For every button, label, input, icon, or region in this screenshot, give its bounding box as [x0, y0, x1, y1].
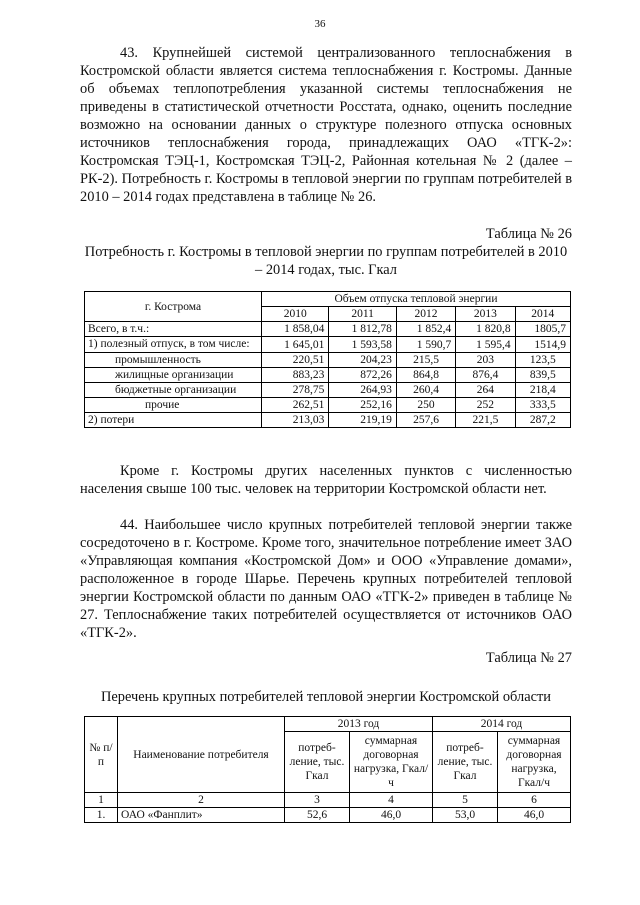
cell: 6 [498, 793, 571, 808]
row-label: 2) потери [85, 413, 262, 428]
cell: 1805,7 [515, 322, 570, 337]
cell: 218,4 [515, 383, 570, 398]
table-row [85, 353, 571, 368]
table-27-header-2014: 2014 год [433, 717, 571, 732]
table-27-header-num: № п/п [85, 717, 118, 793]
cell: 1 645,01 [262, 337, 329, 353]
cell: 872,26 [329, 368, 396, 383]
row-label: прочие [85, 398, 262, 413]
cell: 220,51 [262, 353, 329, 368]
table-27-caption: Перечень крупных потребителей тепловой энергии Костромской области [101, 689, 551, 705]
cell: 262,51 [262, 398, 329, 413]
page-number: 36 [314, 18, 326, 30]
cell: 1. [85, 808, 118, 823]
paragraph-44: 44. Наибольшее число крупных потребителей тепловой энергии также сосредоточено в г. Костроме. Кроме того, значительное потребление имеет ЗАО «Управляющая компания «Костромской Дом» и ООО «Управление домами», расположенное в городе Шарье. Перечень крупных потребителей тепловой энергии Костромской области по данным ОАО «ТГК-2» приведен в таблице № 27. Теплоснабжение таких потребителей осуществляется от источников ОАО «ТГК-2». [80, 517, 572, 641]
cell: 3 [285, 793, 350, 808]
table-row [85, 337, 571, 353]
table-27-header-consumption: потреб-ление, тыс. Гкал [285, 732, 350, 793]
table-27-header-load: суммарная договорная нагрузка, Гкал/ч [350, 732, 433, 793]
cell: 213,03 [262, 413, 329, 428]
table-27-header-consumption: потреб-ление, тыс. Гкал [433, 732, 498, 793]
cell: 264,93 [329, 383, 396, 398]
table-26-header-city: г. Кострома [85, 292, 262, 322]
table-row [85, 383, 571, 398]
table-27 [84, 716, 571, 823]
cell: 864,8 [396, 368, 455, 383]
table-26-year: 2014 [515, 307, 570, 322]
cell: 52,6 [285, 808, 350, 823]
table-row [85, 398, 571, 413]
cell: 257,6 [396, 413, 455, 428]
cell: 333,5 [515, 398, 570, 413]
paragraph-other-cities: Кроме г. Костромы других населенных пунктов с численностью населения свыше 100 тыс. человек на территории Костромской области нет. [80, 463, 572, 497]
cell: 5 [433, 793, 498, 808]
cell: 278,75 [262, 383, 329, 398]
cell: 215,5 [396, 353, 455, 368]
table-row [85, 368, 571, 383]
cell: 53,0 [433, 808, 498, 823]
table-26-year: 2013 [456, 307, 515, 322]
cell: 221,5 [456, 413, 515, 428]
cell: 1 858,04 [262, 322, 329, 337]
cell: 1 593,58 [329, 337, 396, 353]
table-row [85, 793, 571, 808]
cell: 123,5 [515, 353, 570, 368]
table-26-header-group: Объем отпуска тепловой энергии [262, 292, 571, 307]
table-27-header-name: Наименование потребителя [118, 717, 285, 793]
paragraph-43: 43. Крупнейшей системой централизованного теплоснабжения в Костромской области является система теплоснабжения г. Костромы. Данные об объемах теплопотребления указанной системы теплоснабжения не приведены в статистической отчетности Росстата, однако, оценить последние возможно на основании данных о структуре полезного отпуска основных источников теплоснабжения города, принадлежащих ОАО «ТГК-2»: Костромская ТЭЦ-1, Костромская ТЭЦ-2, Районная котельная № 2 (далее – РК-2). Потребность г. Костромы в тепловой энергии по группам потребителей в 2010 – 2014 годах представлена в таблице № 26. [80, 45, 572, 205]
table-row [85, 413, 571, 428]
cell: 839,5 [515, 368, 570, 383]
cell: 46,0 [498, 808, 571, 823]
cell: 46,0 [350, 808, 433, 823]
table-26-year: 2012 [396, 307, 455, 322]
table-26-caption: Потребность г. Костромы в тепловой энергии по группам потребителей в 2010 – 2014 годах, тыс. Гкал [84, 244, 568, 278]
table-26-year: 2011 [329, 307, 396, 322]
table-26 [84, 291, 571, 428]
row-label: промышленность [85, 353, 262, 368]
cell: 260,4 [396, 383, 455, 398]
cell: 1 595,4 [456, 337, 515, 353]
cell: 1 820,8 [456, 322, 515, 337]
cell: 203 [456, 353, 515, 368]
row-label: Всего, в т.ч.: [85, 322, 262, 337]
cell: 287,2 [515, 413, 570, 428]
table-row [85, 322, 571, 337]
cell: 1 812,78 [329, 322, 396, 337]
cell: 4 [350, 793, 433, 808]
cell: 2 [118, 793, 285, 808]
table-27-label: Таблица № 27 [485, 650, 572, 666]
row-label: 1) полезный отпуск, в том числе: [85, 337, 262, 353]
cell: ОАО «Фанплит» [118, 808, 285, 823]
table-27-header-load: суммарная договорная нагрузка, Гкал/ч [498, 732, 571, 793]
cell: 883,23 [262, 368, 329, 383]
cell: 876,4 [456, 368, 515, 383]
cell: 219,19 [329, 413, 396, 428]
cell: 250 [396, 398, 455, 413]
table-26-year: 2010 [262, 307, 329, 322]
row-label: жилищные организации [85, 368, 262, 383]
cell: 1 [85, 793, 118, 808]
cell: 204,23 [329, 353, 396, 368]
cell: 264 [456, 383, 515, 398]
cell: 252 [456, 398, 515, 413]
table-27-header-2013: 2013 год [285, 717, 433, 732]
cell: 1 852,4 [396, 322, 455, 337]
cell: 1 590,7 [396, 337, 455, 353]
cell: 1514,9 [515, 337, 570, 353]
row-label: бюджетные организации [85, 383, 262, 398]
table-26-label: Таблица № 26 [485, 226, 572, 242]
table-row [85, 808, 571, 823]
cell: 252,16 [329, 398, 396, 413]
